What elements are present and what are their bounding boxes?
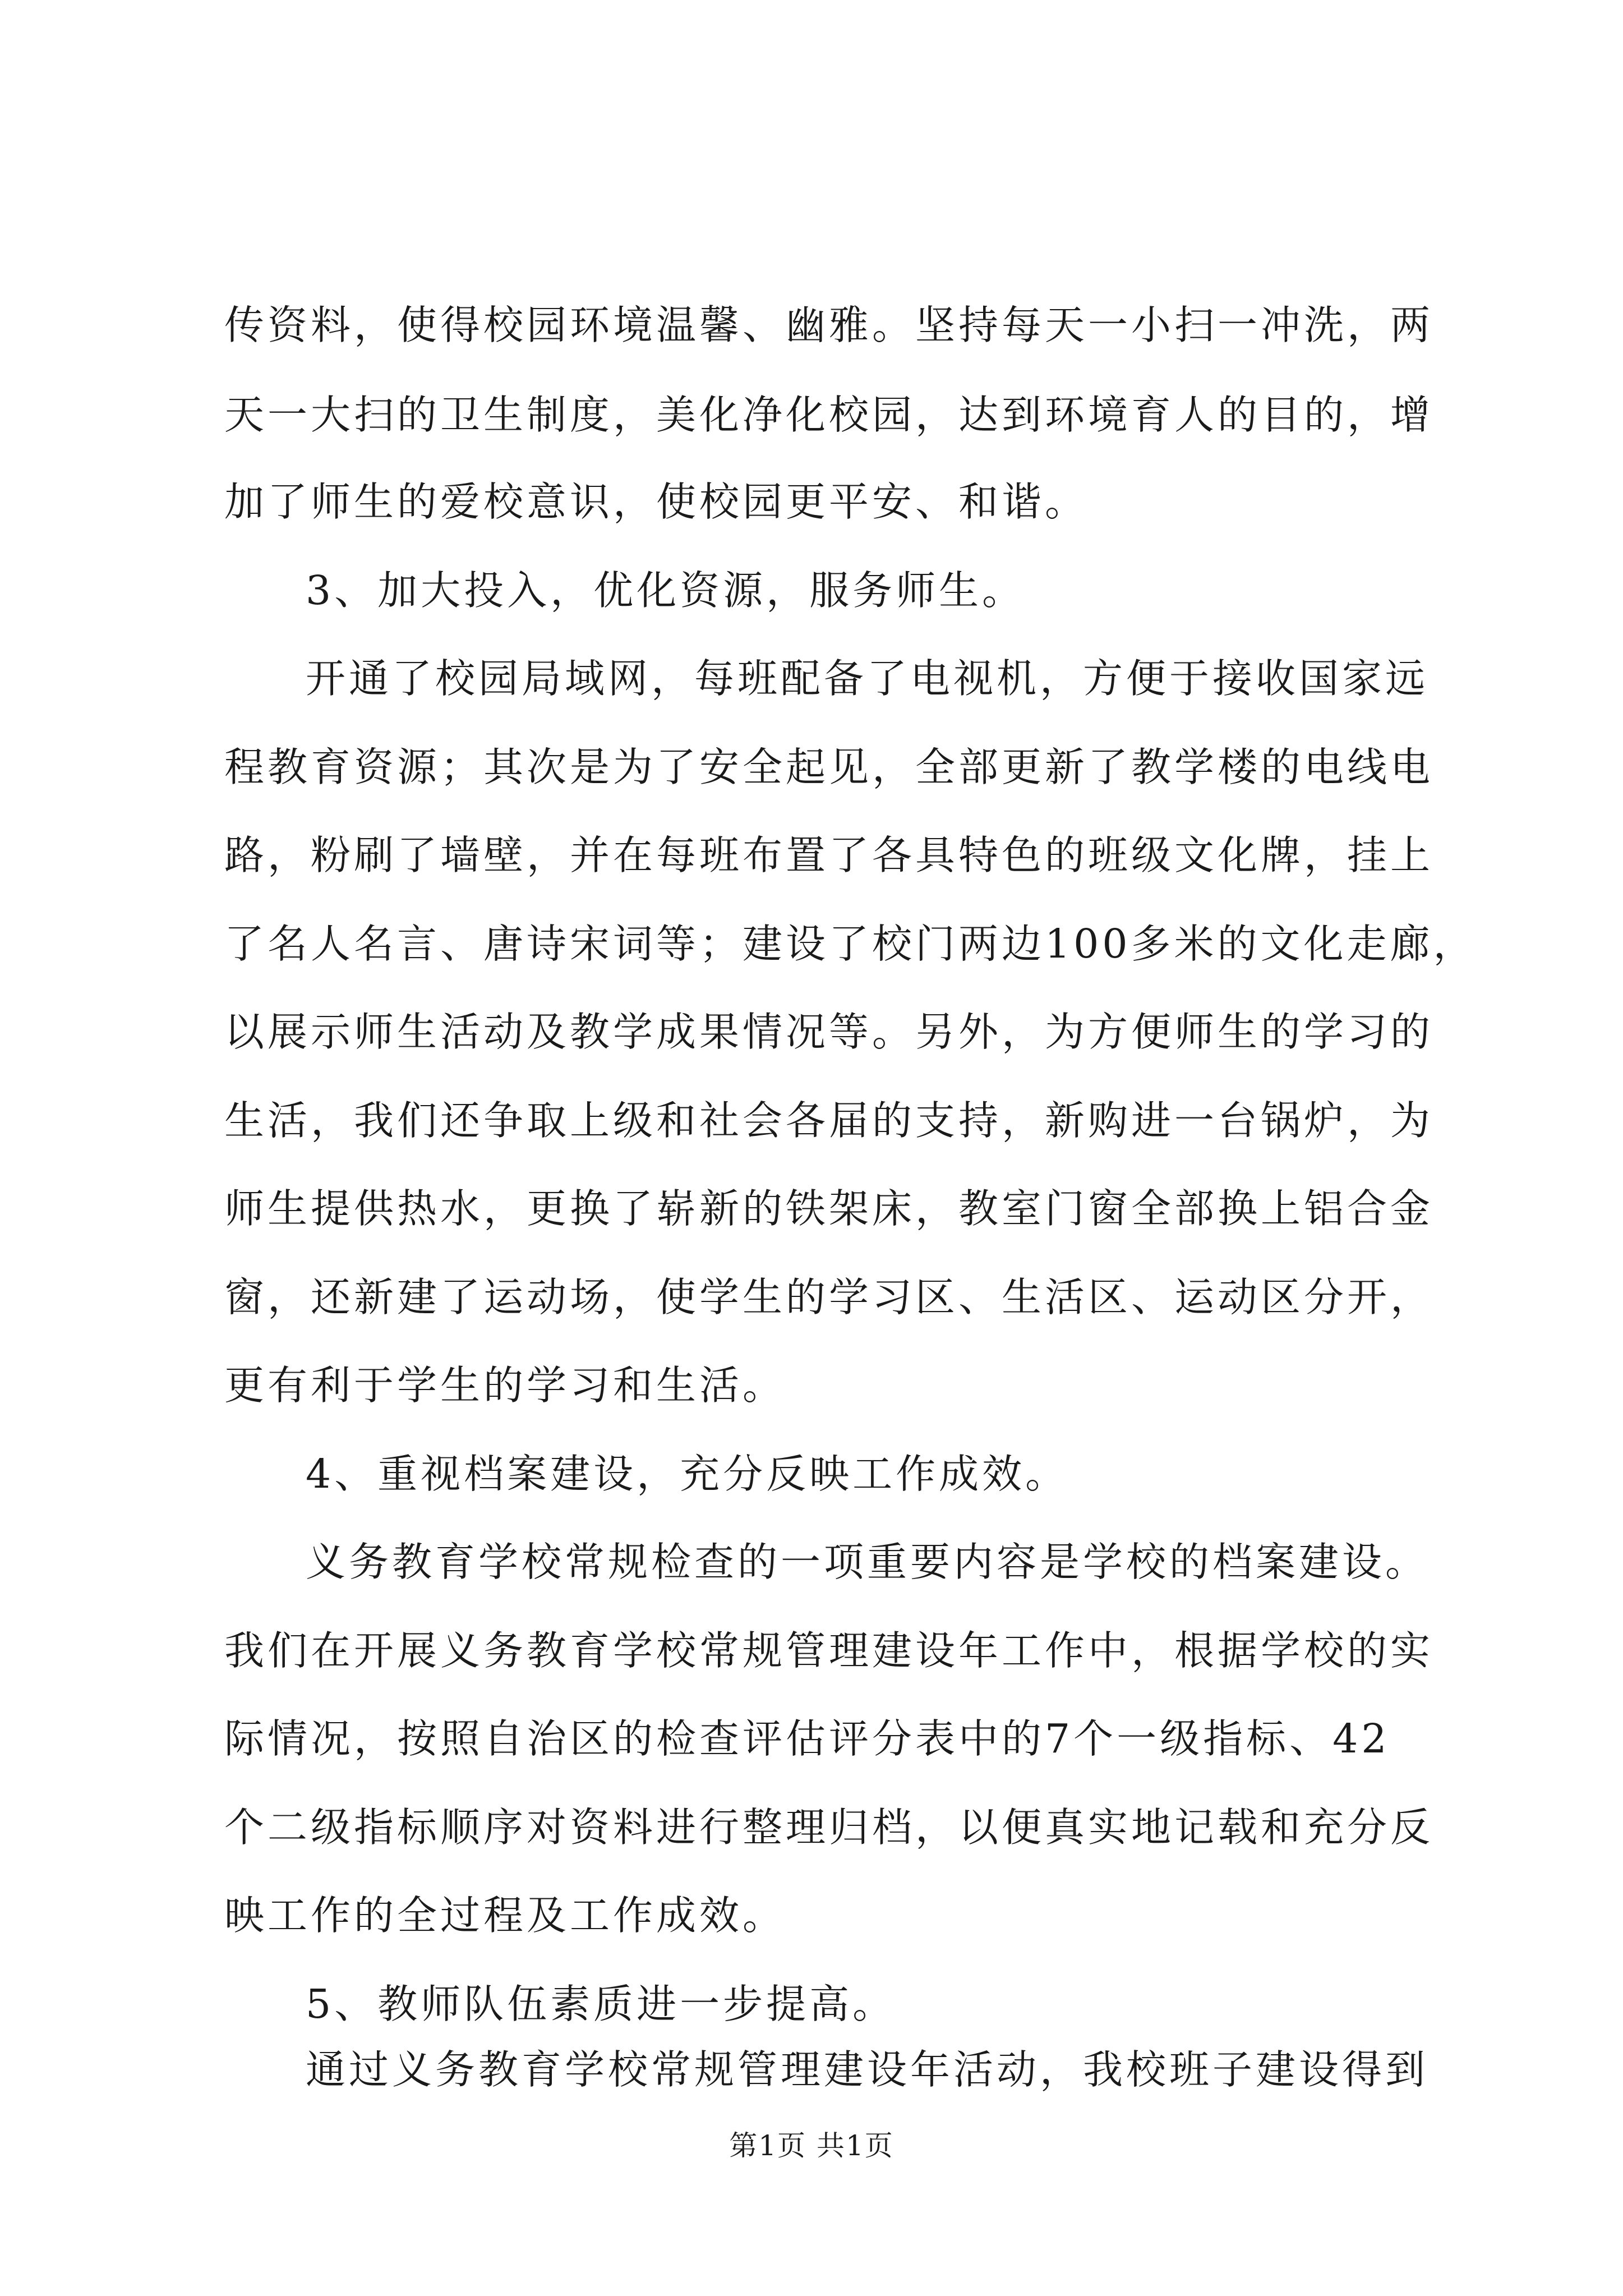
text-line: 了名人名言、唐诗宋词等；建设了校门两边100多米的文化走廊， [224,921,1477,967]
text-line: 师生提供热水，更换了崭新的铁架床，教室门窗全部换上铝合金 [224,1185,1434,1232]
text-line: 际情况，按照自治区的检查评估评分表中的7个一级指标、42 [224,1715,1390,1762]
section-heading: 4、重视档案建设，充分反映工作成效。 [306,1451,1069,1497]
text-line: 个二级指标顺序对资料进行整理归档，以便真实地记载和充分反 [224,1804,1434,1851]
text-line: 更有利于学生的学习和生活。 [224,1362,786,1409]
paragraph-first-line: 义务教育学校常规检查的一项重要内容是学校的档案建设。 [306,1539,1429,1585]
text-line: 以展示师生活动及教学成果情况等。另外，为方便师生的学习的 [224,1009,1434,1055]
text-line: 我们在开展义务教育学校常规管理建设年工作中，根据学校的实 [224,1627,1434,1674]
page-footer: 第1页 共1页 [729,2129,894,2162]
text-line: 路，粉刷了墙壁，并在每班布置了各具特色的班级文化牌，挂上 [224,832,1434,878]
section-heading: 3、加大投入，优化资源，服务师生。 [306,567,1026,614]
text-line: 加了师生的爱校意识，使校园更平安、和谐。 [224,478,1089,525]
text-line: 程教育资源；其次是为了安全起见，全部更新了教学楼的电线电 [224,744,1434,790]
section-heading: 5、教师队伍素质进一步提高。 [306,1981,896,2027]
text-line: 窗，还新建了运动场，使学生的学习区、生活区、运动区分开， [224,1274,1434,1320]
text-line: 传资料，使得校园环境温馨、幽雅。坚持每天一小扫一冲洗，两 [224,302,1434,348]
text-line: 映工作的全过程及工作成效。 [224,1892,786,1939]
paragraph-first-line: 开通了校园局域网，每班配备了电视机，方便于接收国家远 [306,655,1429,702]
text-line: 生活，我们还争取上级和社会各届的支持，新购进一台锅炉，为 [224,1097,1434,1144]
text-line: 天一大扫的卫生制度，美化净化校园，达到环境育人的目的，增 [224,392,1434,438]
paragraph-first-line: 通过义务教育学校常规管理建设年活动，我校班子建设得到 [306,2046,1429,2093]
